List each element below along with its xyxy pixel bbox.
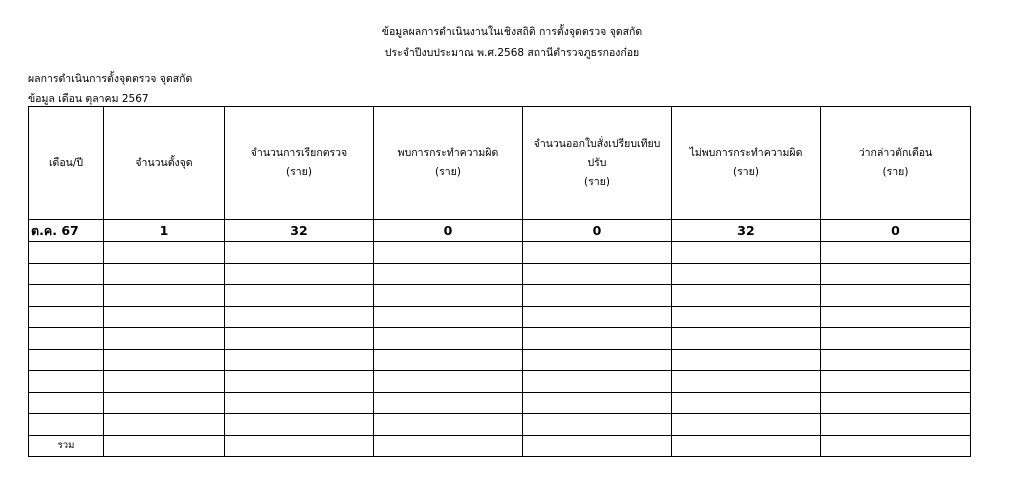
column-header-offenses-found: พบการกระทำความผิด (ราย) [374,107,523,220]
total-label: รวม [29,435,104,457]
table-row-empty [29,392,971,414]
statistics-table [28,106,971,457]
table-row-empty [29,328,971,350]
table-row-empty [29,242,971,264]
column-header-checkpoints: จำนวนตั้งจุด [104,107,225,220]
table-cell: 32 [225,220,374,242]
table-row-empty [29,371,971,393]
table-row-empty [29,263,971,285]
column-header-no-offense: ไม่พบการกระทำความผิด (ราย) [672,107,821,220]
column-header-tickets-issued: จำนวนออกใบสั่งเปรียบเทียบ ปรับ (ราย) [523,107,672,220]
table-cell: 32 [672,220,821,242]
table-cell: 0 [523,220,672,242]
table-header-row [29,107,971,220]
table-total-row [29,435,971,457]
table-row-empty [29,414,971,436]
table-row [29,220,971,242]
table-cell: 1 [104,220,225,242]
column-header-warnings: ว่ากล่าวตักเตือน (ราย) [821,107,971,220]
report-section-label: ผลการดำเนินการตั้งจุดตรวจ จุดสกัด [28,73,193,85]
report-title: ข้อมูลผลการดำเนินงานในเชิงสถิติ การตั้งจุดตรวจ จุดสกัด [381,26,643,38]
table-cell: 0 [374,220,523,242]
table-row-empty [29,285,971,307]
column-header-month: เดือน/ปี [29,107,104,220]
report-period-label: ข้อมูล เดือน ตุลาคม 2567 [28,93,149,105]
table-row-empty [29,306,971,328]
table-row-empty [29,349,971,371]
report-subtitle: ประจำปีงบประมาณ พ.ศ.2568 สถานีตำรวจภูธรกองก๋อย [384,47,640,59]
table-cell: 0 [821,220,971,242]
table-cell: ต.ค. 67 [29,220,104,242]
column-header-inspections: จำนวนการเรียกตรวจ (ราย) [225,107,374,220]
